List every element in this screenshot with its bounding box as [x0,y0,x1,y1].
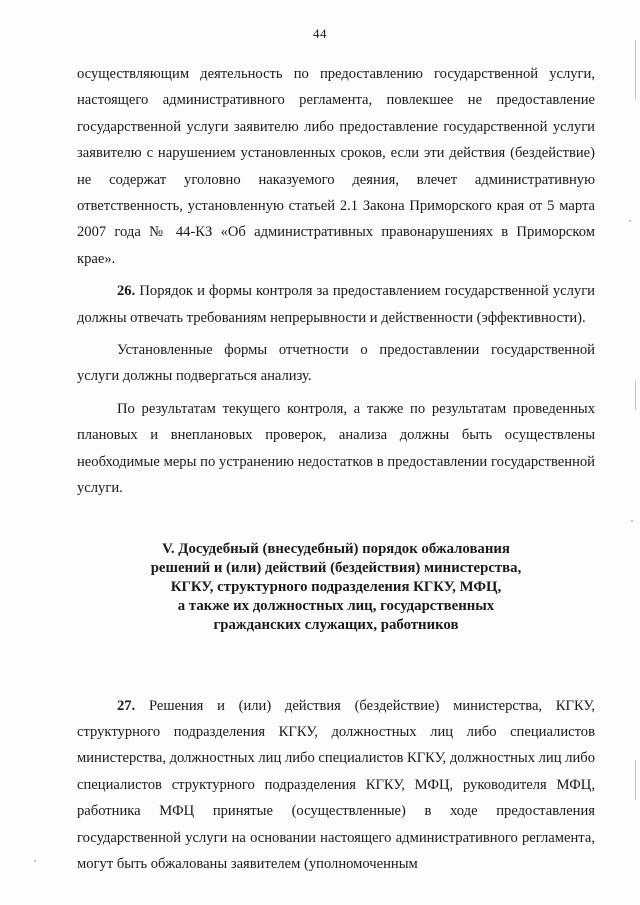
paragraph-text: Установленные формы отчетности о предоставлении государственной услуги должны подвергаться анализу. [77,342,595,385]
heading-line: а также их должностных лиц, государственных [177,597,495,614]
paragraph-26 [77,278,595,331]
section-heading [77,540,595,635]
heading-line: гражданских служащих, работников [213,616,459,633]
paragraph-continuation [77,61,595,272]
paragraph-control-results [77,396,595,502]
paragraph-text: По результатам текущего контроля, а также по результатам проведенных плановых и внеплановых проверок, анализа должны быть осуществлены необходимые меры по устранению недостатков в предоставлении государственной услуги. [77,400,595,497]
paragraph-number: 27. [117,697,136,714]
scan-artifact-line [635,380,636,410]
page-number: 44 [313,26,327,41]
scan-artifact-dot [631,520,633,522]
heading-line: V. Досудебный (внесудебный) порядок обжалования [162,540,510,557]
paragraph-text: Решения и (или) действия (бездействие) министерства, КГКУ, структурного подразделения КГКУ, должностных лиц либо специалистов министерства, должностных лиц либо специалистов КГКУ, должностных лиц либо специалистов структурного подразделения КГКУ, МФЦ, руководителя МФЦ, работника МФЦ принятые (осуществленные) в ходе предоставления государственной услуги на основании настоящего административного регламента, могут быть обжалованы заявителем (уполномоченным [77,697,596,872]
scan-artifact-dot [34,860,36,862]
paragraph-27 [77,693,595,878]
heading-line: КГКУ, структурного подразделения КГКУ, МФЦ, [170,578,502,595]
paragraph-text: осуществляющим деятельность по предоставлению государственной услуги, настоящего административного регламента, повлекшее не предоставление государственной услуги заявителю либо предоставление государственной услуги заявителю с нарушением установленных сроков, если эти действия (бездействие) не содержат уголовно наказуемого деяния, влечет административную ответственность, установленную статьей 2.1 Закона Приморского края от 5 марта 2007 года № 44-КЗ «Об административных правонарушениях в Приморском крае». [77,66,595,267]
document-body [77,61,595,877]
paragraph-text: Порядок и формы контроля за предоставлением государственной услуги должны отвечать требованиям непрерывности и действенности (эффективности). [77,283,595,326]
heading-line: решений и (или) действий (бездействия) министерства, [150,559,522,576]
scan-artifact-line [635,40,636,100]
scan-artifact-line [635,760,636,800]
scan-artifact-dot [629,220,631,222]
paragraph-number: 26. [117,283,136,300]
paragraph-reporting-forms [77,337,595,390]
